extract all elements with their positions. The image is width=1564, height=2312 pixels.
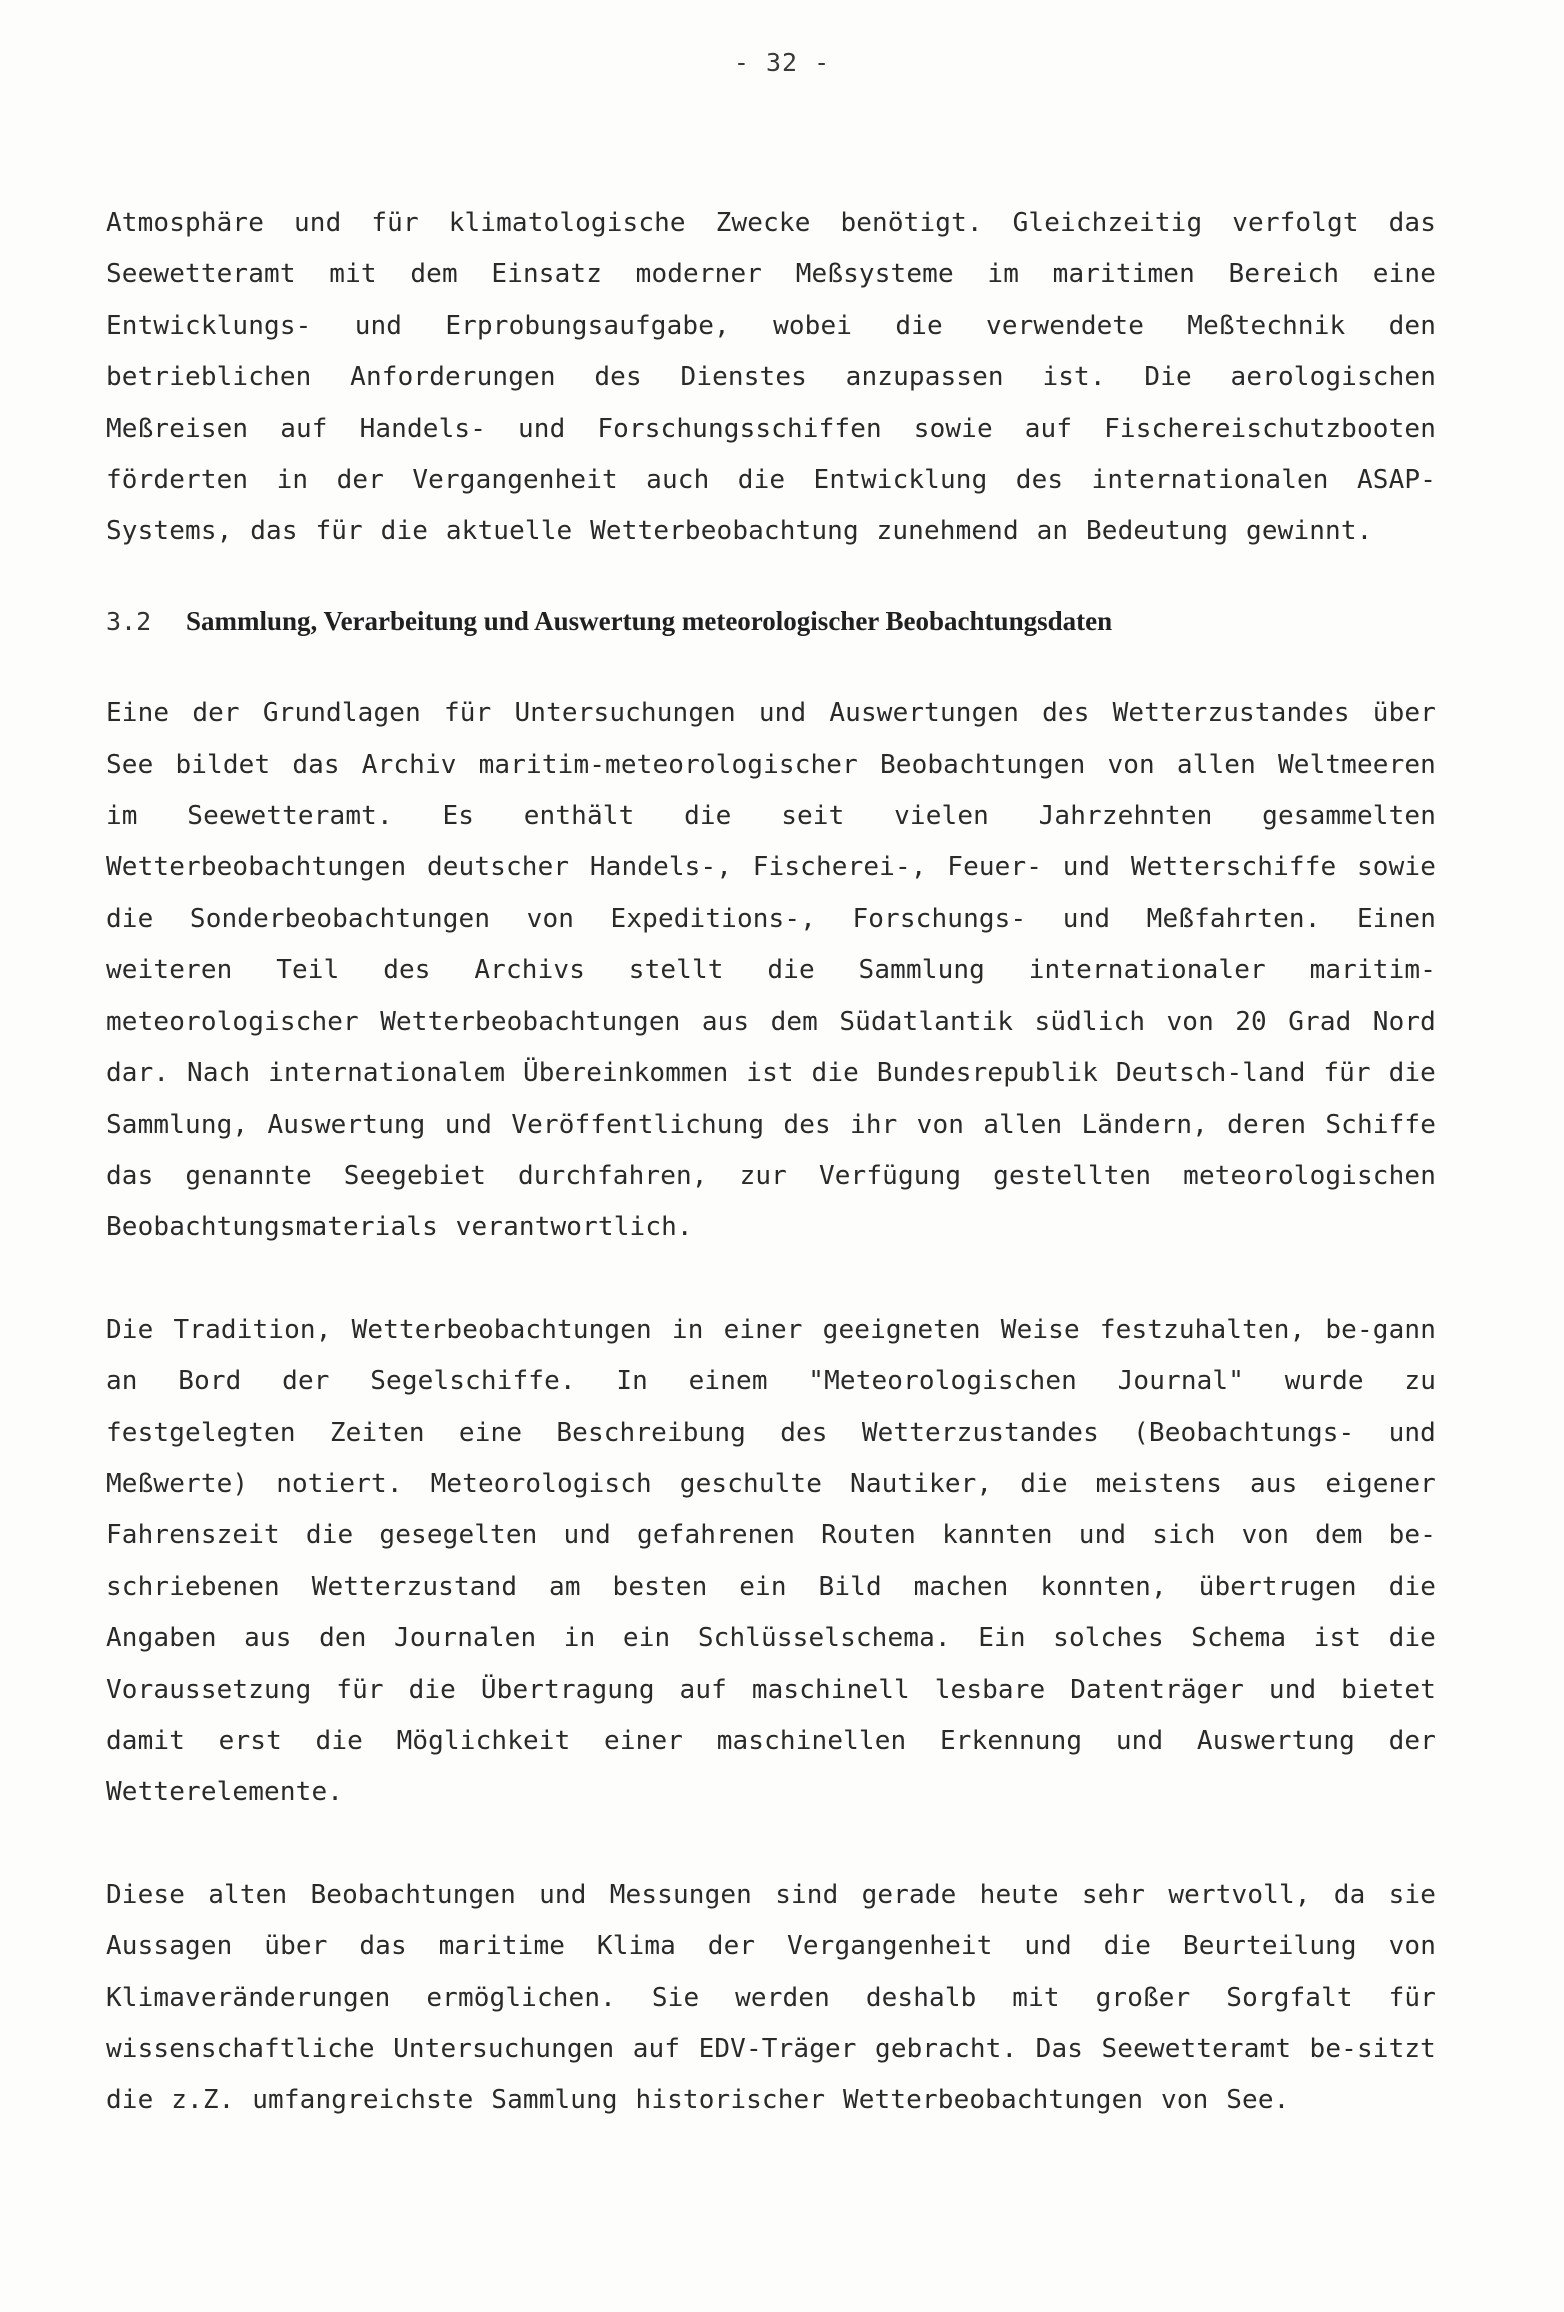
section-paragraph-1: Eine der Grundlagen für Untersuchungen und Auswertungen des Wetterzustandes über See bildet das Archiv maritim-meteorologischer Beobachtungen von allen Weltmeeren im Seewetteramt. Es enthält die seit vielen Jahrzehnten gesammelten Wetterbeobachtungen deutscher Handels-, Fischerei-, Feuer- und Wetterschiffe sowie die Sonderbeobachtungen von Expeditions-, Forschungs- und Meßfahrten. Einen weiteren Teil des Archivs stellt die Sammlung internationaler maritim-meteorologischer Wetterbeobachtungen aus dem Südatlantik südlich von 20 Grad Nord dar. Nach internationalem Übereinkommen ist die Bundesrepublik Deutsch-land für die Sammlung, Auswertung und Veröffentlichung des ihr von allen Ländern, deren Schiffe das genannte Seegebiet durchfahren, zur Verfügung gestellten meteorologischen Beobachtungsmaterials verantwortlich. [106,698,1436,1243]
section-paragraph-3: Diese alten Beobachtungen und Messungen sind gerade heute sehr wertvoll, da sie Aussagen über das maritime Klima der Vergangenheit und die Beurteilung von Klimaveränderungen ermöglichen. Sie werden deshalb mit großer Sorgfalt für wissenschaftliche Untersuchungen auf EDV-Träger gebracht. Das Seewetteramt be-sitzt die z.Z. umfangreichste Sammlung historischer Wetterbeobachtungen von See. [106,1879,1436,2116]
section-number: 3.2 [106,606,152,636]
document-body [106,198,1436,2127]
intro-paragraph: Atmosphäre und für klimatologische Zwecke benötigt. Gleichzeitig verfolgt das Seewetteramt mit dem Einsatz moderner Meßsysteme im maritimen Bereich eine Entwicklungs- und Erprobungsaufgabe, wobei die verwendete Meßtechnik den betrieblichen Anforderungen des Dienstes anzupassen ist. Die aerologischen Meßreisen auf Handels- und Forschungsschiffen sowie auf Fischereischutzbooten förderten in der Vergangenheit auch die Entwicklung des internationalen ASAP-Systems, das für die aktuelle Wetterbeobachtung zunehmend an Bedeutung gewinnt. [106,208,1436,547]
paragraph-gap [106,1254,1436,1305]
section-title: Sammlung, Verarbeitung und Auswertung meteorologischer Beobachtungsdaten [186,605,1113,636]
paragraph-gap [106,1819,1436,1870]
section-paragraph-2: Die Tradition, Wetterbeobachtungen in einer geeigneten Weise festzuhalten, be-gann an Bord der Segelschiffe. In einem "Meteorologischen Journal" wurde zu festgelegten Zeiten eine Beschreibung des Wetterzustandes (Beobachtungs- und Meßwerte) notiert. Meteorologisch geschulte Nautiker, die meistens aus eigener Fahrenszeit die gesegelten und gefahrenen Routen kannten und sich von dem be-schriebenen Wetterzustand am besten ein Bild machen konnten, übertrugen die Angaben aus den Journalen in ein Schlüsselschema. Ein solches Schema ist die Voraussetzung für die Übertragung auf maschinell lesbare Datenträger und bietet damit erst die Möglichkeit einer maschinellen Erkennung und Auswertung der Wetterelemente. [106,1314,1436,1808]
page-number: - 32 - [733,48,831,77]
section-heading [106,596,1436,647]
